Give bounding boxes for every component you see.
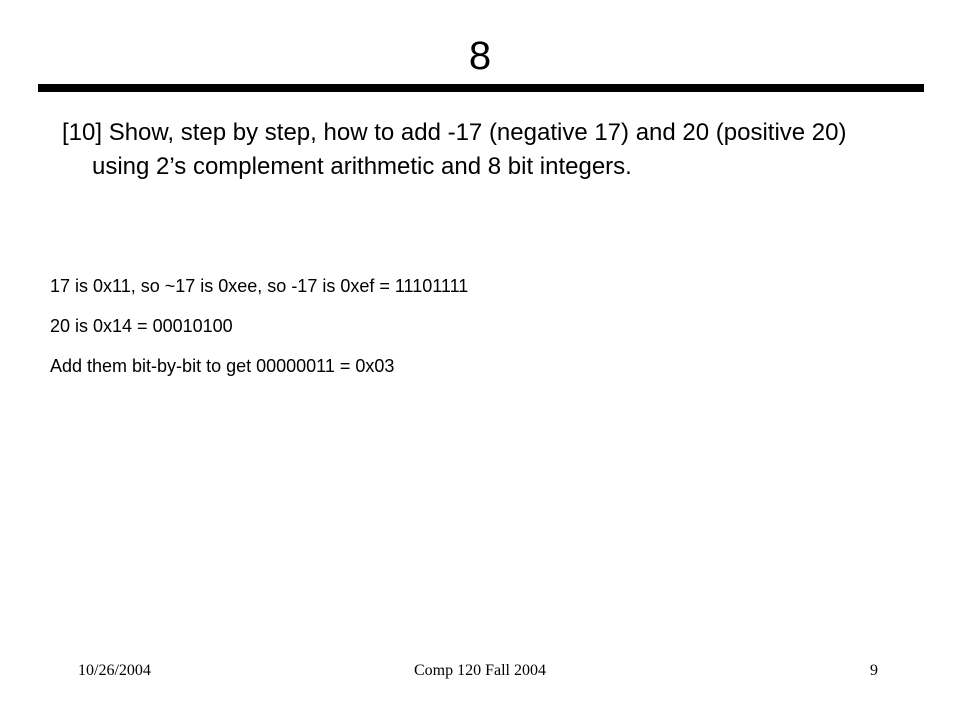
slide-title: 8 [468,34,492,78]
answer-line: Add them bit-by-bit to get 00000011 = 0x03 [50,356,395,376]
footer-date: 10/26/2004 [78,662,151,679]
title-divider [38,84,924,92]
answer-line: 20 is 0x14 = 00010100 [50,316,233,336]
answer-list [50,274,910,394]
footer-page-number: 9 [870,662,878,679]
answer-line: 17 is 0x11, so ~17 is 0xee, so -17 is 0xef = 11101111 [50,276,469,296]
footer-course: Comp 120 Fall 2004 [413,662,546,679]
question-text: [10] Show, step by step, how to add -17 (negative 17) and 20 (positive 20) using 2’s complement arithmetic and 8 bit integers. [62,119,847,180]
